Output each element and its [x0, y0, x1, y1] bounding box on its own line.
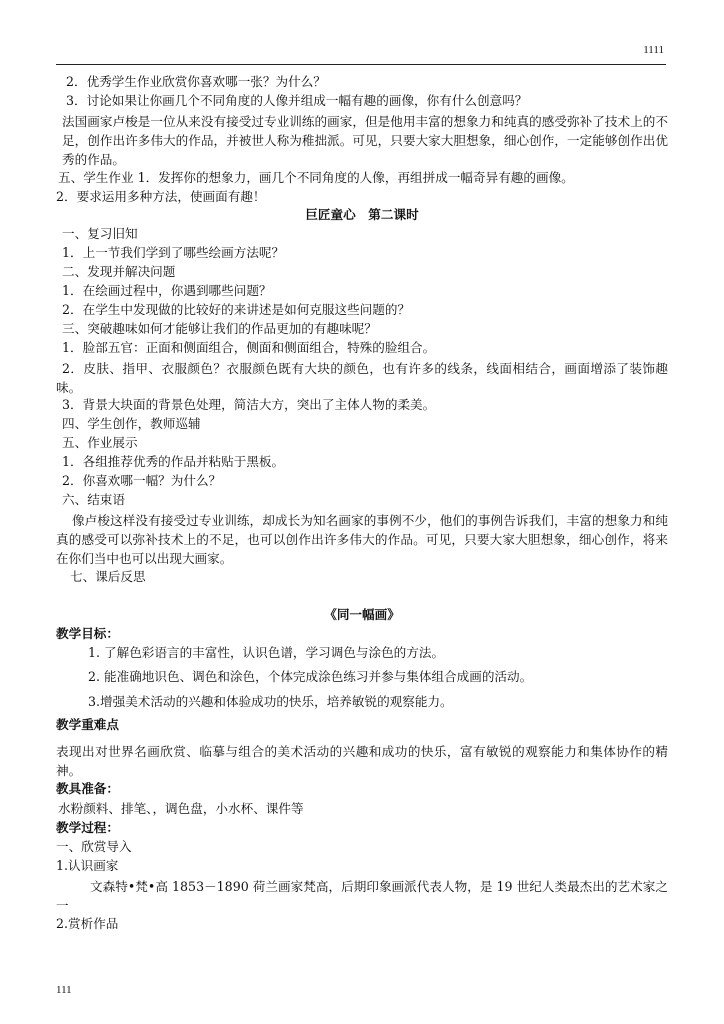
header-page-number: 1111 [643, 44, 664, 56]
text-line: 1．上一节我们学到了哪些绘画方法呢？ [62, 245, 285, 260]
text-line: 表现出对世界名画欣赏、临摹与组合的美术活动的兴趣和成功的快乐，富有敏锐的观察能力和集体协作的精神。 [56, 744, 668, 778]
text-line: 2. 能准确地识色、调色和涂色，个体完成涂色练习并参与集体组合成画的活动。 [88, 669, 533, 684]
text-line: 2.赏析作品 [56, 916, 119, 931]
text-line: 2．你喜欢哪一幅？为什么？ [62, 473, 222, 488]
text-line: 1．脸部五官：正面和侧面组合，侧面和侧面组合，特殊的脸组合。 [62, 340, 436, 355]
text-line: 三、突破趣味如何才能够让我们的作品更加的有趣味呢？ [62, 321, 377, 336]
header-rule [56, 64, 666, 65]
text-line: 四、学生创作，教师巡辅 [62, 416, 201, 431]
text-line: 一、复习旧知 [62, 226, 138, 241]
text-line: 1．在绘画过程中，你遇到哪些问题？ [62, 283, 272, 298]
text-line: 3．背景大块面的背景色处理，简洁大方，突出了主体人物的柔美。 [62, 397, 436, 412]
text-line: 五、学生作业 1．发挥你的想象力，画几个不同角度的人像，再组拼成一幅奇异有趣的画像。 [58, 170, 574, 185]
footer-page-number: 111 [56, 984, 72, 996]
text-line: 3.增强美术活动的兴趣和体验成功的快乐，培养敏锐的观察能力。 [88, 694, 453, 709]
text-line: 五、作业展示 [62, 435, 138, 450]
text-line: 文森特•梵•高 1853－1890 荷兰画家梵高，后期印象画派代表人物，是 19 世纪人类最杰出的艺术家之一 [56, 879, 668, 913]
text-line: 1．各组推荐优秀的作品并粘贴于黑板。 [62, 454, 285, 469]
text-line: 1.认识画家 [56, 858, 119, 873]
section-heading: 《同一幅画》 [324, 607, 400, 622]
section-heading: 巨匠童心 第二课时 [305, 207, 419, 222]
section-heading: 教学重难点 [56, 717, 119, 732]
text-line: 1. 了解色彩语言的丰富性，认识色谱，学习调色与涂色的方法。 [88, 645, 445, 660]
text-line: 七、课后反思 [70, 569, 146, 584]
text-line: 二、发现并解决问题 [62, 264, 176, 279]
text-line: 法国画家卢梭是一位从来没有接受过专业训练的画家，但是他用丰富的想象力和纯真的感受弥补了技术上的不足，创作出许多伟大的作品，并被世人称为稚拙派。可见，只要大家大胆想象，细心创作，一定能够创作出优秀的作品。 [62, 114, 668, 167]
text-line: 2．在学生中发现做的比较好的来讲述是如何克服这些问题的？ [62, 302, 411, 317]
text-line: 像卢梭这样没有接受过专业训练，却成长为知名画家的事例不少，他们的事例告诉我们，丰富的想象力和纯真的感受可以弥补技术上的不足，也可以创作出许多伟大的作品。可见，只要大家大胆想象，细心创作，将来在你们当中也可以出现大画家。 [56, 513, 668, 566]
text-line: 2．优秀学生作业欣赏你喜欢哪一张？为什么？ [66, 74, 326, 89]
section-heading: 教具准备： [56, 781, 119, 796]
text-line: 一、欣赏导入 [56, 839, 132, 854]
text-line: 2．要求运用多种方法，使画面有趣！ [56, 189, 266, 204]
text-line: 水粉颜料、排笔、，调色盘，小水杯、课件等 [58, 801, 304, 816]
text-line: 2．皮肤、指甲、衣服颜色？衣服颜色既有大块的颜色，也有许多的线条，线面相结合，画面增添了装饰趣味。 [56, 361, 668, 395]
text-line: 六、结束语 [62, 492, 125, 507]
section-heading: 教学目标： [56, 626, 119, 641]
section-heading: 教学过程： [56, 820, 119, 835]
text-line: 3．讨论如果让你画几个不同角度的人像并组成一幅有趣的画像，你有什么创意吗？ [66, 93, 528, 108]
